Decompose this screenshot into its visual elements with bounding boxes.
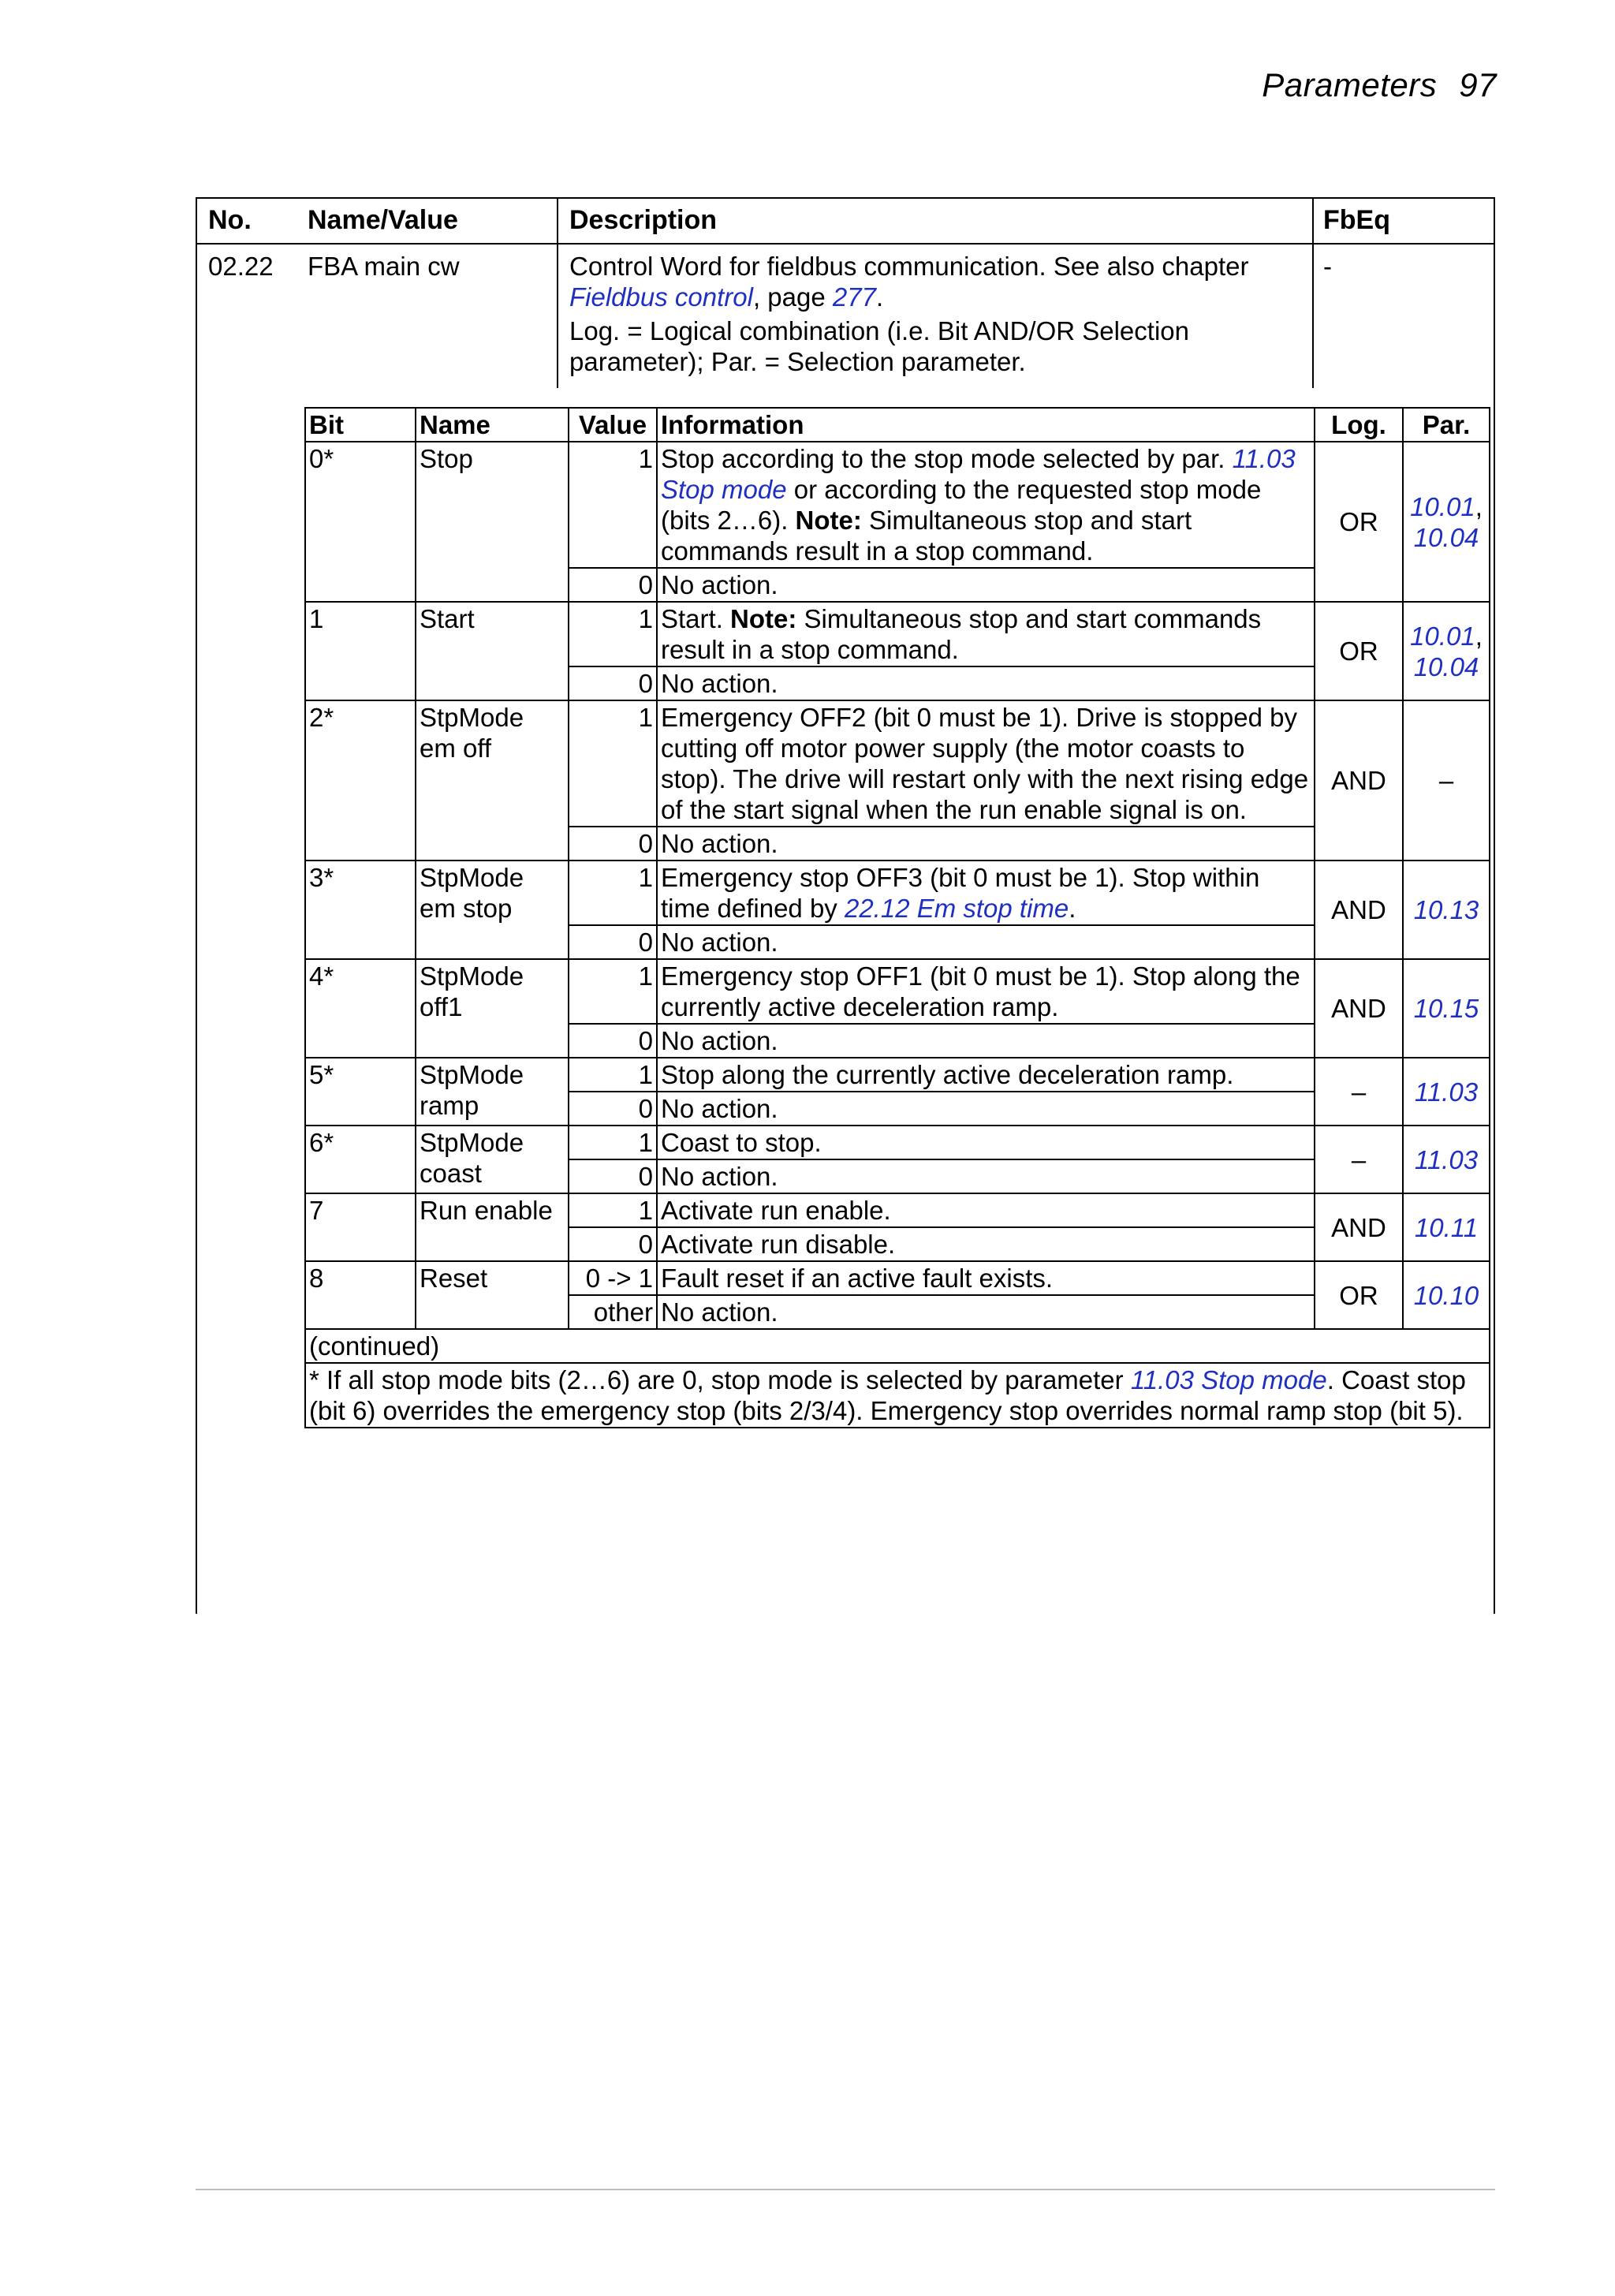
bit-number: 6* (305, 1126, 416, 1193)
bit-number: 0* (305, 442, 416, 602)
table-row (305, 1058, 1490, 1092)
bit-log: AND (1315, 1193, 1403, 1261)
bit-value: 0 (569, 1227, 657, 1261)
bit-header: Bit (305, 408, 416, 442)
bit-value: other (569, 1295, 657, 1329)
par-link[interactable]: 10.04 (1413, 522, 1479, 552)
table-row (305, 861, 1490, 925)
bit-name: Start (416, 602, 569, 700)
par-link[interactable]: 11.03 (1414, 1077, 1479, 1107)
par-link[interactable]: 10.13 (1413, 895, 1479, 924)
footnote: * If all stop mode bits (2…6) are 0, stop mode is selected by parameter 11.03 Stop mode. Coast stop (bit 6) overrides the emergency stop (bits 2/3/4). Emergency stop overrides normal ramp stop (bit 5). (305, 1363, 1490, 1428)
bit-value: 1 (569, 1058, 657, 1092)
bit-table-header (305, 408, 1490, 442)
par-link[interactable]: 10.11 (1414, 1212, 1479, 1242)
table-row (305, 1193, 1490, 1227)
param-fbeq: - (1323, 252, 1332, 281)
bit-log: OR (1315, 442, 1403, 602)
bit-value: 1 (569, 1193, 657, 1227)
column-divider (1312, 199, 1314, 388)
bit-value: 1 (569, 861, 657, 925)
bit-par (1403, 1058, 1490, 1126)
param-name: FBA main cw (308, 252, 460, 281)
bit-value: 0 -> 1 (569, 1261, 657, 1295)
bit-log: AND (1315, 700, 1403, 861)
bit-value: 1 (569, 959, 657, 1024)
table-row (305, 1126, 1490, 1159)
bit-log: OR (1315, 1261, 1403, 1329)
bit-value: 1 (569, 602, 657, 666)
par-link[interactable]: 10.10 (1413, 1280, 1479, 1310)
bit-information: No action. (657, 827, 1315, 861)
bit-par (1403, 959, 1490, 1058)
bit-information: Activate run disable. (657, 1227, 1315, 1261)
col-description-header: Description (569, 205, 718, 235)
bit-par (1403, 861, 1490, 959)
bit-information: No action. (657, 1159, 1315, 1193)
bit-information: No action. (657, 1092, 1315, 1126)
bit-information: No action. (657, 1024, 1315, 1058)
bit-value: 0 (569, 925, 657, 959)
value-header: Value (569, 408, 657, 442)
bit-information: No action. (657, 666, 1315, 700)
bit-value: 0 (569, 1159, 657, 1193)
bit-information: Fault reset if an active fault exists. (657, 1261, 1315, 1295)
bit-log: – (1315, 1058, 1403, 1126)
col-fbeq-header: FbEq (1323, 205, 1390, 235)
bit-log: OR (1315, 602, 1403, 700)
bit-value: 1 (569, 442, 657, 568)
bit-information: No action. (657, 568, 1315, 602)
page-number: 97 (1459, 66, 1497, 103)
information-header: Information (657, 408, 1315, 442)
par-header: Par. (1403, 408, 1490, 442)
bit-name: Reset (416, 1261, 569, 1329)
description-line-1: Control Word for fieldbus communication. See also chapter Fieldbus control, page 277. (569, 252, 1249, 312)
continued-row (305, 1329, 1490, 1363)
section-title: Parameters (1262, 66, 1438, 103)
bit-par: 10.01, 10.04 (1403, 602, 1490, 700)
note-row (305, 1363, 1490, 1428)
bit-value: 1 (569, 700, 657, 827)
em-stop-time-link[interactable]: 22.12 Em stop time (844, 894, 1069, 923)
column-divider (557, 199, 558, 388)
bit-log: AND (1315, 959, 1403, 1058)
bit-name: StpMode em stop (416, 861, 569, 959)
bit-value: 0 (569, 1092, 657, 1126)
stop-mode-link[interactable]: 11.03 Stop mode (661, 444, 1296, 504)
table-row (305, 1261, 1490, 1295)
log-header: Log. (1315, 408, 1403, 442)
bit-log: – (1315, 1126, 1403, 1193)
bit-information: Coast to stop. (657, 1126, 1315, 1159)
bit-name: StpMode em off (416, 700, 569, 861)
bit-number: 1 (305, 602, 416, 700)
bit-par (1403, 1126, 1490, 1193)
bit-information: Emergency OFF2 (bit 0 must be 1). Drive is stopped by cutting off motor power supply (the motor coasts to stop). The drive will restart only with the next rising edge of the start signal when the run enable signal is on. (657, 700, 1315, 827)
par-link[interactable]: 10.01 (1410, 621, 1475, 651)
bit-name: StpMode coast (416, 1126, 569, 1193)
bit-number: 4* (305, 959, 416, 1058)
bit-name: Run enable (416, 1193, 569, 1261)
bit-information: No action. (657, 1295, 1315, 1329)
param-description (569, 251, 1295, 377)
bit-par: 10.01, 10.04 (1403, 442, 1490, 602)
col-no-header: No. (208, 205, 252, 235)
bit-information: Stop according to the stop mode selected by par. 11.03 Stop mode or according to the requested stop mode (bits 2…6). Note: Simultaneous stop and start commands result in a stop command. (657, 442, 1315, 568)
par-link[interactable]: 11.03 (1414, 1144, 1479, 1174)
bit-table (304, 407, 1490, 1428)
bit-name: Stop (416, 442, 569, 602)
bit-value: 0 (569, 666, 657, 700)
bit-information: No action. (657, 925, 1315, 959)
bit-par: – (1403, 700, 1490, 861)
par-link[interactable]: 10.04 (1413, 651, 1479, 681)
continued-label: (continued) (305, 1329, 1490, 1363)
bit-information: Emergency stop OFF3 (bit 0 must be 1). Stop within time defined by 22.12 Em stop time. (657, 861, 1315, 925)
table-row (305, 602, 1490, 666)
bit-number: 2* (305, 700, 416, 861)
par-link[interactable]: 10.15 (1413, 994, 1479, 1023)
page-header (1262, 66, 1497, 104)
bit-par (1403, 1193, 1490, 1261)
parameter-table-header (197, 199, 1494, 245)
bit-value: 0 (569, 1024, 657, 1058)
par-link[interactable]: 10.01 (1410, 491, 1475, 521)
footer-divider (196, 2189, 1495, 2190)
bit-value: 0 (569, 568, 657, 602)
bit-information: Emergency stop OFF1 (bit 0 must be 1). Stop along the currently active deceleration ramp. (657, 959, 1315, 1024)
bit-name: StpMode ramp (416, 1058, 569, 1126)
bit-number: 5* (305, 1058, 416, 1126)
bit-number: 7 (305, 1193, 416, 1261)
page-277-link[interactable]: 277 (832, 282, 876, 312)
table-row (305, 700, 1490, 827)
param-number: 02.22 (208, 252, 274, 281)
description-line-2: Log. = Logical combination (i.e. Bit AND/OR Selection parameter); Par. = Selection parameter. (569, 316, 1189, 376)
bit-information: Activate run enable. (657, 1193, 1315, 1227)
table-row (305, 442, 1490, 568)
fieldbus-control-link[interactable]: Fieldbus control (569, 282, 753, 312)
bit-value: 0 (569, 827, 657, 861)
bit-information: Start. Note: Simultaneous stop and start commands result in a stop command. (657, 602, 1315, 666)
bit-number: 8 (305, 1261, 416, 1329)
bit-log: AND (1315, 861, 1403, 959)
name-header: Name (416, 408, 569, 442)
bit-name: StpMode off1 (416, 959, 569, 1058)
col-name-header: Name/Value (308, 205, 458, 235)
table-row (305, 959, 1490, 1024)
bit-par (1403, 1261, 1490, 1329)
bit-number: 3* (305, 861, 416, 959)
stop-mode-link[interactable]: 11.03 Stop mode (1130, 1365, 1327, 1394)
bit-value: 1 (569, 1126, 657, 1159)
bit-information: Stop along the currently active deceleration ramp. (657, 1058, 1315, 1092)
